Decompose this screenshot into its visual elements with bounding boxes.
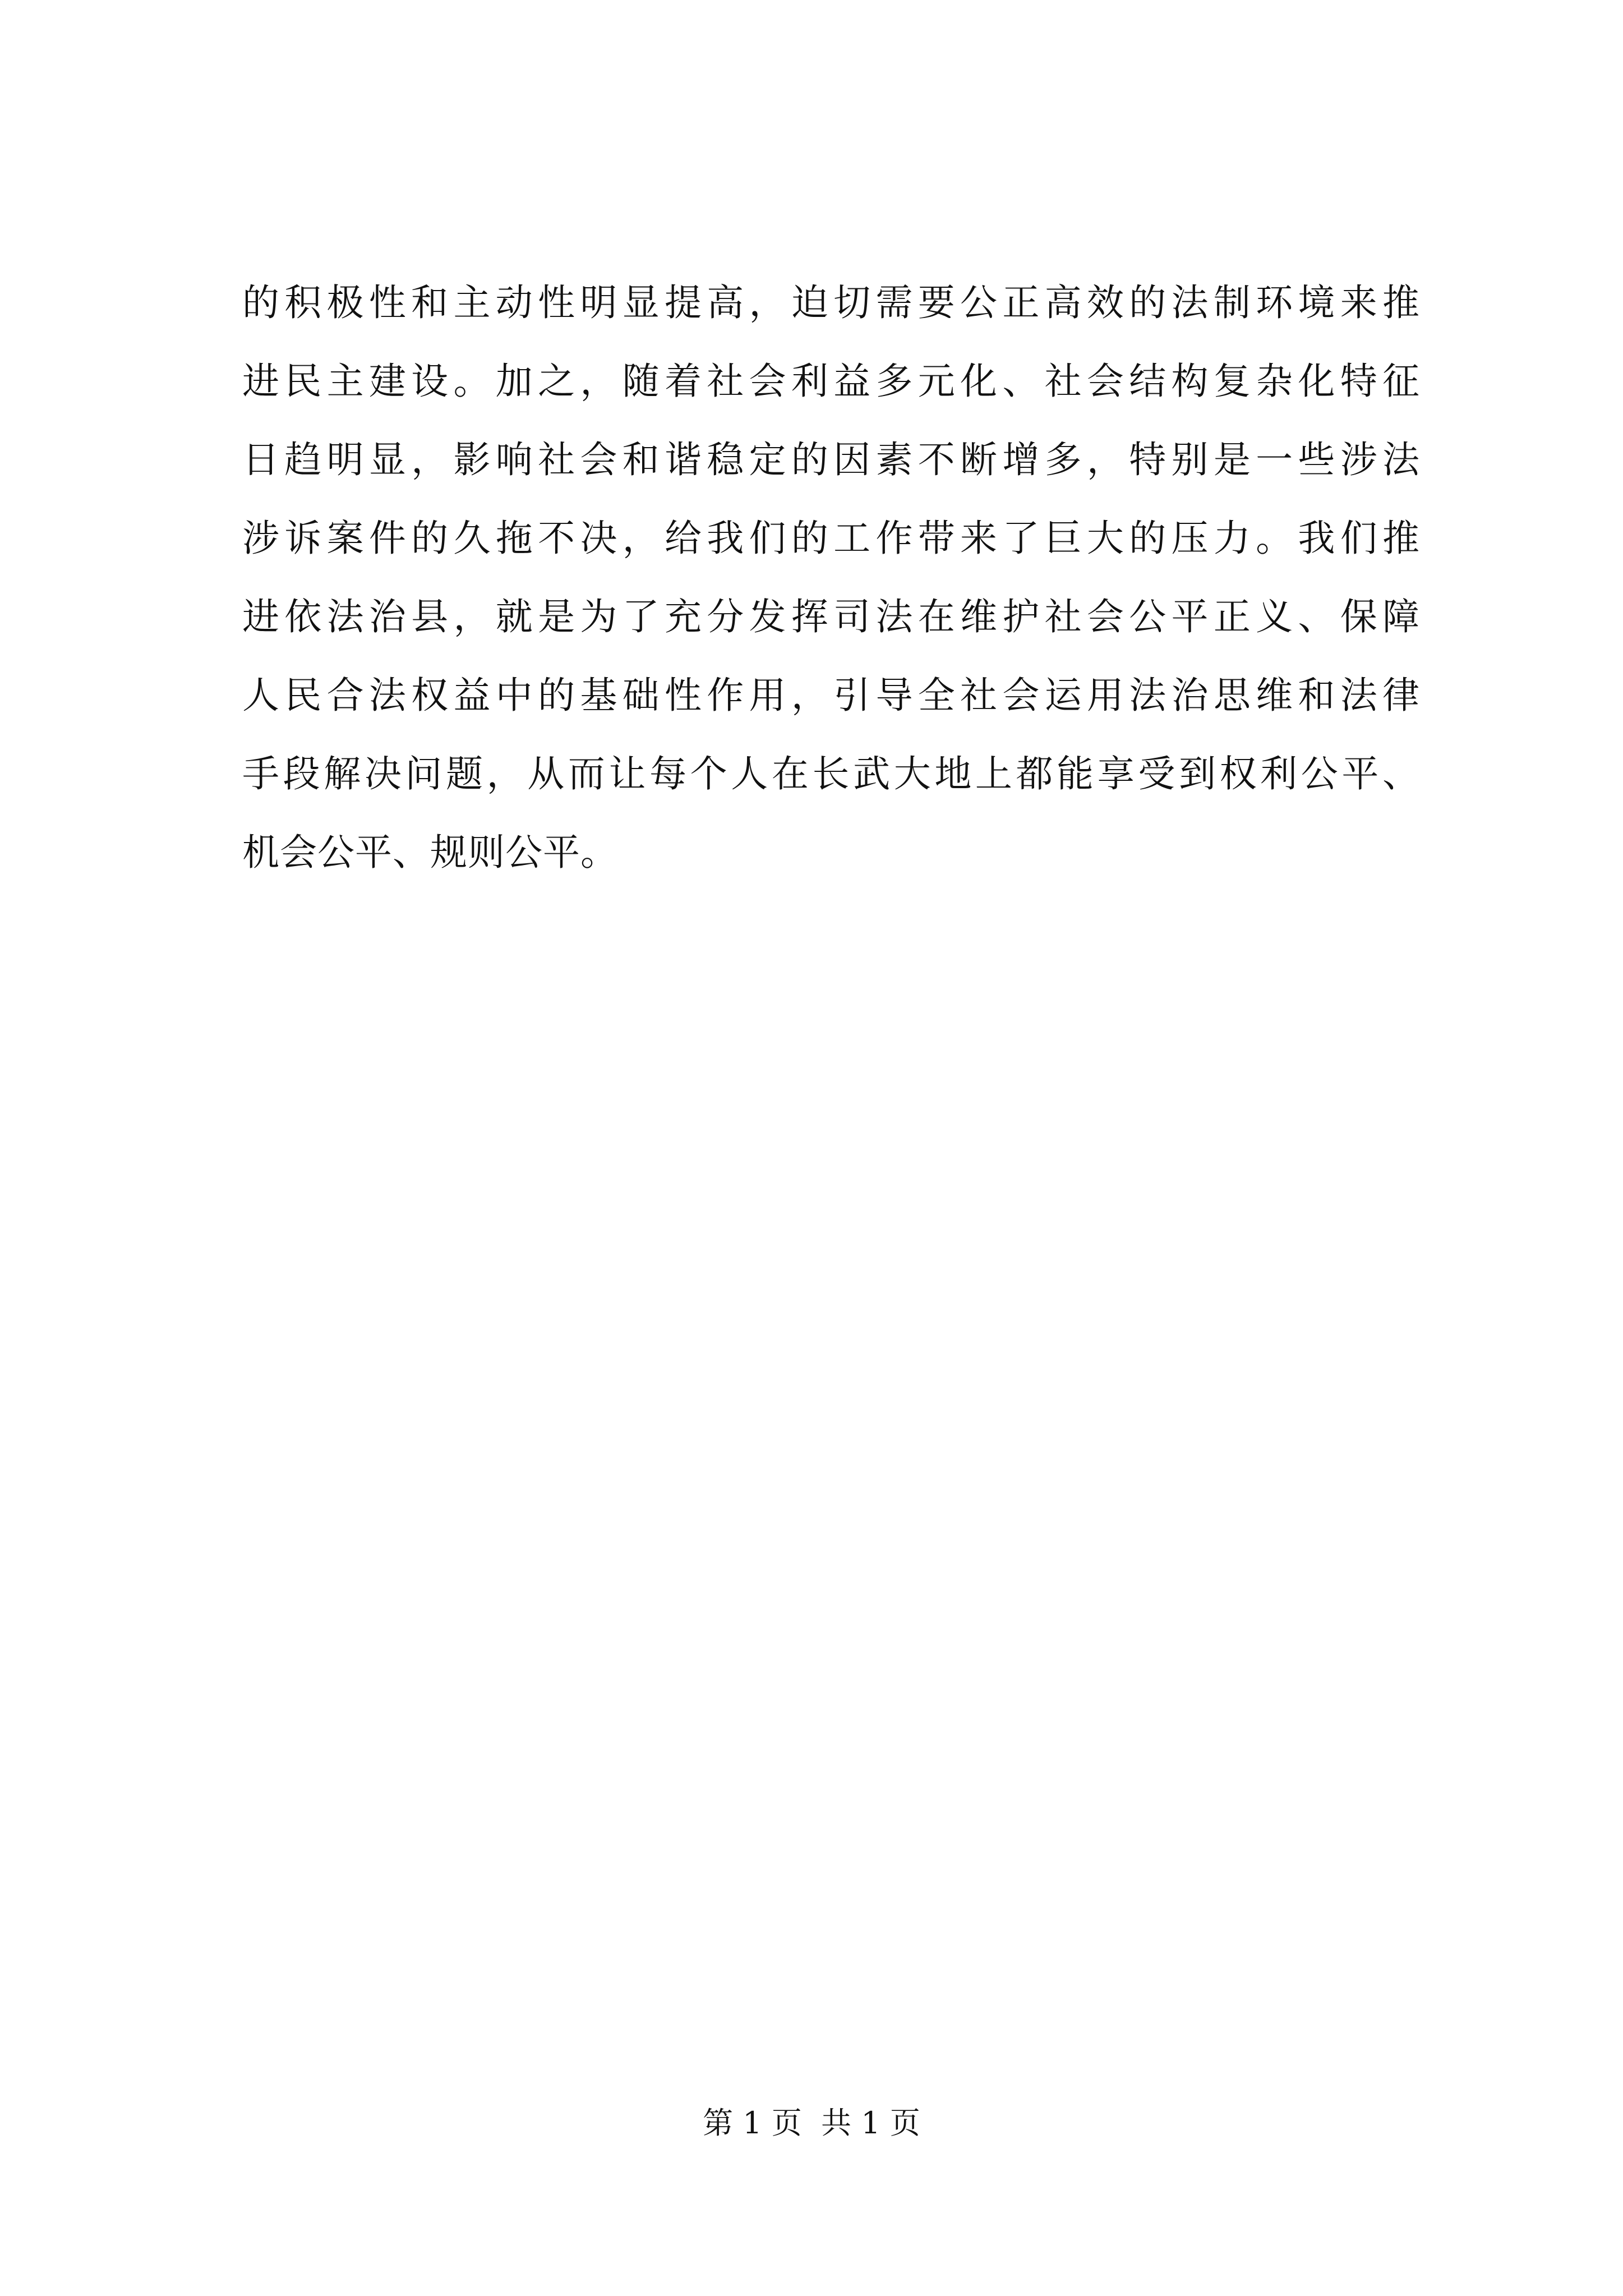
page-number-footer: 第 1 页 共 1 页 (703, 2105, 920, 2141)
paragraph-line: 人民合法权益中的基础性作用，引导全社会运用法治思维和法律 (242, 674, 1420, 717)
paragraph-line: 进民主建设。加之，随着社会利益多元化、社会结构复杂化特征 (242, 360, 1420, 403)
paragraph-line: 手段解决问题，从而让每个人在长武大地上都能享受到权利公平、 (242, 752, 1420, 795)
paragraph-line: 涉诉案件的久拖不决，给我们的工作带来了巨大的压力。我们推 (242, 517, 1420, 560)
body-paragraph (242, 264, 1420, 892)
paragraph-line: 日趋明显，影响社会和谐稳定的因素不断增多，特别是一些涉法 (242, 438, 1420, 481)
paragraph-line: 的积极性和主动性明显提高，迫切需要公正高效的法制环境来推 (242, 281, 1420, 324)
paragraph-line: 进依法治县，就是为了充分发挥司法在维护社会公平正义、保障 (242, 595, 1420, 638)
paragraph-line: 机会公平、规则公平。 (242, 831, 618, 874)
